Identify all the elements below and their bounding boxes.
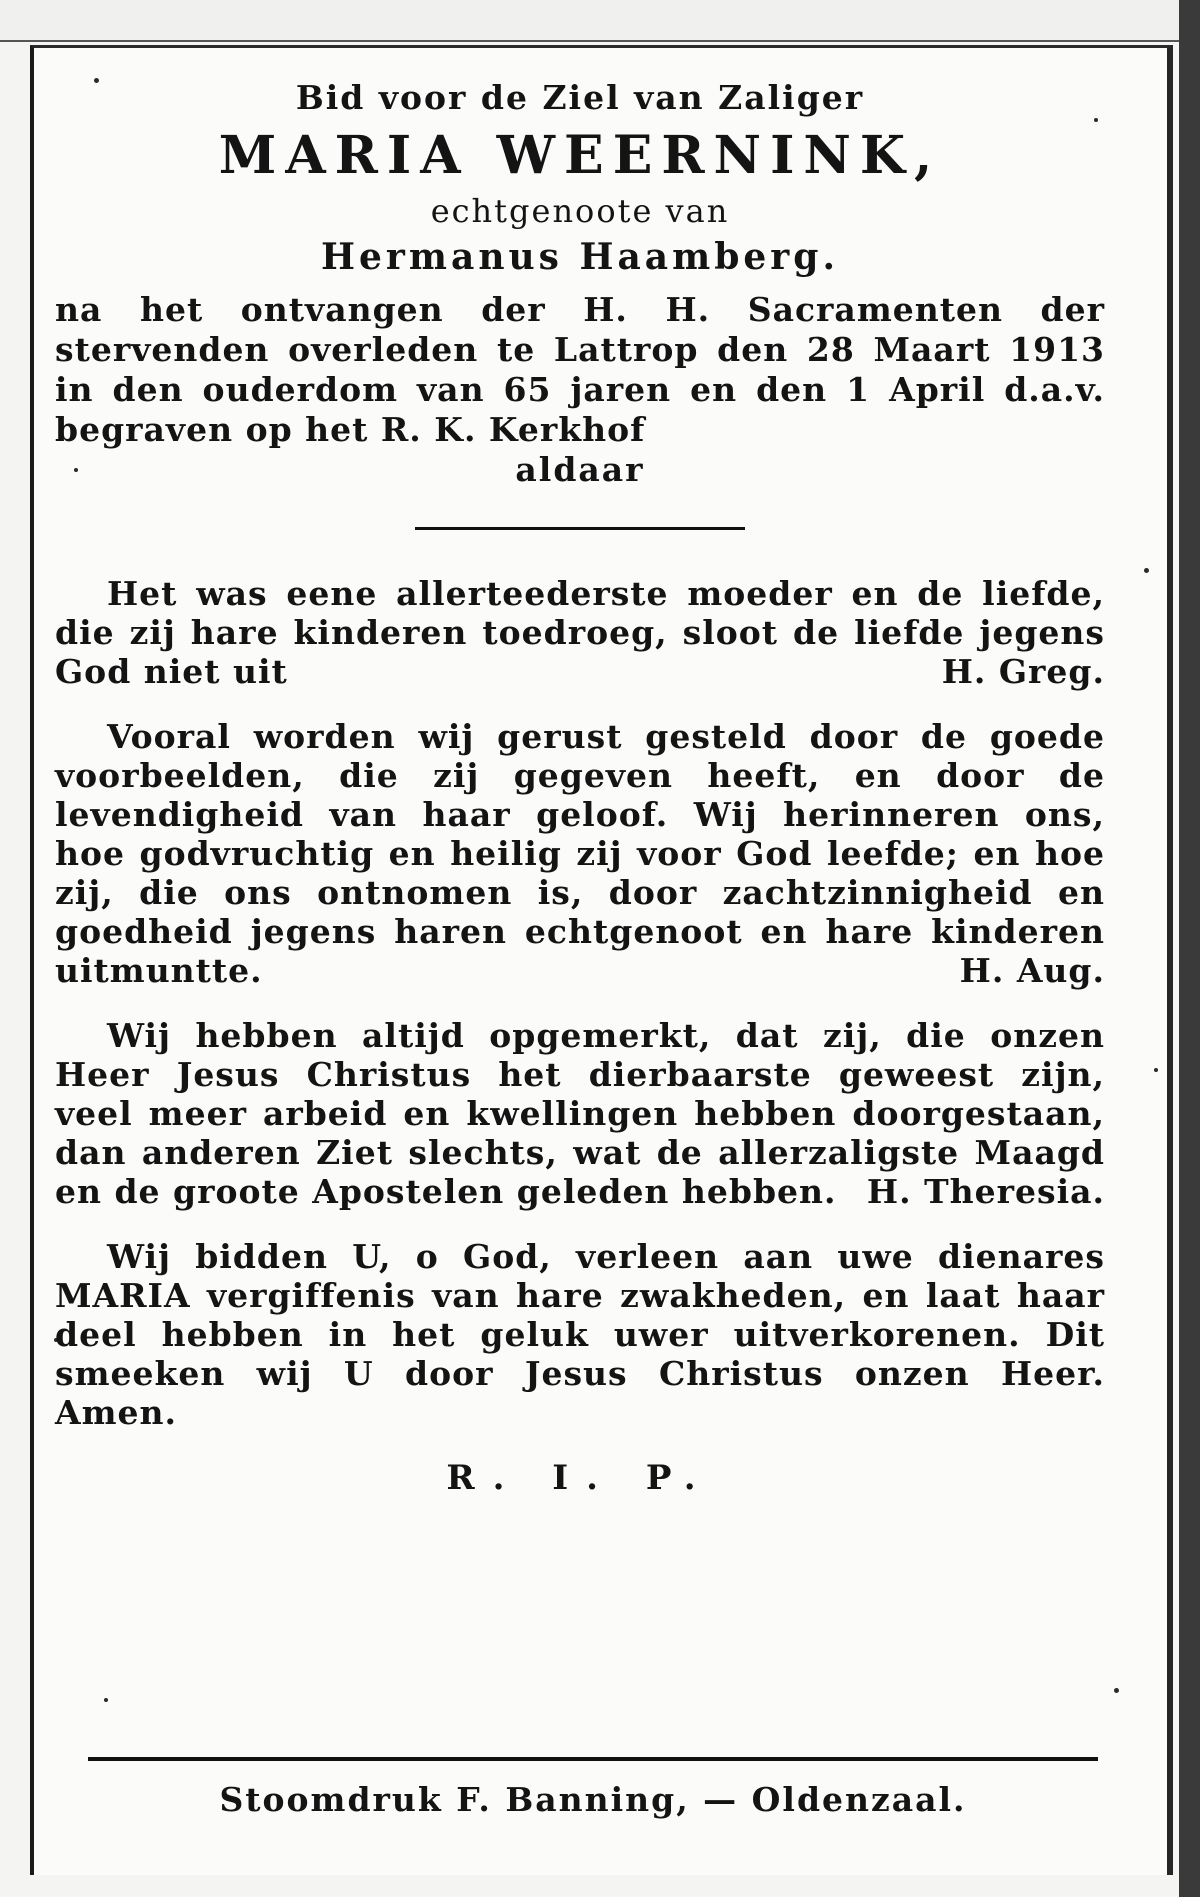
paragraph-theresia — [55, 1016, 1105, 1211]
ink-speck — [104, 1698, 108, 1702]
spouse-intro: echtgenoote van — [430, 192, 730, 231]
paragraph-text: Wij hebben altijd opgemerkt, dat zij, die onzen Heer Jesus Christus het dierbaarste geweest zijn, veel meer arbeid en kwellingen hebben doorgestaan, dan anderen Ziet slechts, wat de allerzaligste Maagd en de groote Apostelen geleden hebben. — [55, 1016, 1105, 1212]
paragraph-text: Het was eene allerteederste moeder en de liefde, die zij hare kinderen toedroeg, sloot de liefde jegens God niet uit — [55, 574, 1105, 692]
paragraph-text: Wij bidden U, o God, verleen aan uwe dienares MARIA vergiffenis van hare zwakheden, en laat haar deel hebben in het geluk uwer uitverkorenen. Dit smeeken wij U door Jesus Christus onzen Heer. Amen. — [55, 1237, 1105, 1433]
scan-top-margin — [0, 0, 1200, 42]
scan-right-edge — [1179, 0, 1200, 1897]
paragraph-gregory — [55, 574, 1105, 691]
spouse-name: Hermanus Haamberg. — [321, 236, 839, 279]
paragraph-prayer — [55, 1237, 1105, 1432]
death-notice-last-line: aldaar — [515, 450, 645, 490]
paragraph-attribution: H. Aug. — [959, 951, 1105, 991]
paragraph-attribution: H. Theresia. — [866, 1172, 1105, 1212]
rip-closing: R. I. P. — [446, 1458, 714, 1499]
ink-speck — [1144, 568, 1149, 573]
ink-speck — [1154, 1068, 1158, 1072]
paragraph-augustine — [55, 717, 1105, 990]
deceased-name: MARIA WEERNINK, — [218, 125, 942, 186]
paragraph-text: Vooral worden wij gerust gesteld door de goede voorbeelden, die zij gegeven heeft, en door de levendigheid van haar geloof. Wij herinneren ons, hoe godvruchtig en heilig zij voor God leefde; en hoe zij, die ons ontnomen is, door zachtzinnigheid en goedheid jegens haren echtgenoot en hare kinderen uitmuntte. — [55, 717, 1105, 991]
prayer-intro: Bid voor de Ziel van Zaliger — [295, 78, 865, 117]
death-notice: na het ontvangen der H. H. Sacramenten der stervenden overleden te Lattrop den 28 Maart 1913 in den ouderdom van 65 jaren en den 1 April d.a.v. begraven op het R. K. Kerkhof — [55, 290, 1105, 450]
ink-speck — [1114, 1688, 1119, 1693]
divider-short — [415, 527, 745, 530]
card-text — [55, 78, 1105, 1498]
divider-long — [88, 1757, 1098, 1761]
printer-imprint: Stoomdruk F. Banning, — Oldenzaal. — [219, 1780, 967, 1819]
paragraph-attribution: H. Greg. — [941, 652, 1105, 692]
